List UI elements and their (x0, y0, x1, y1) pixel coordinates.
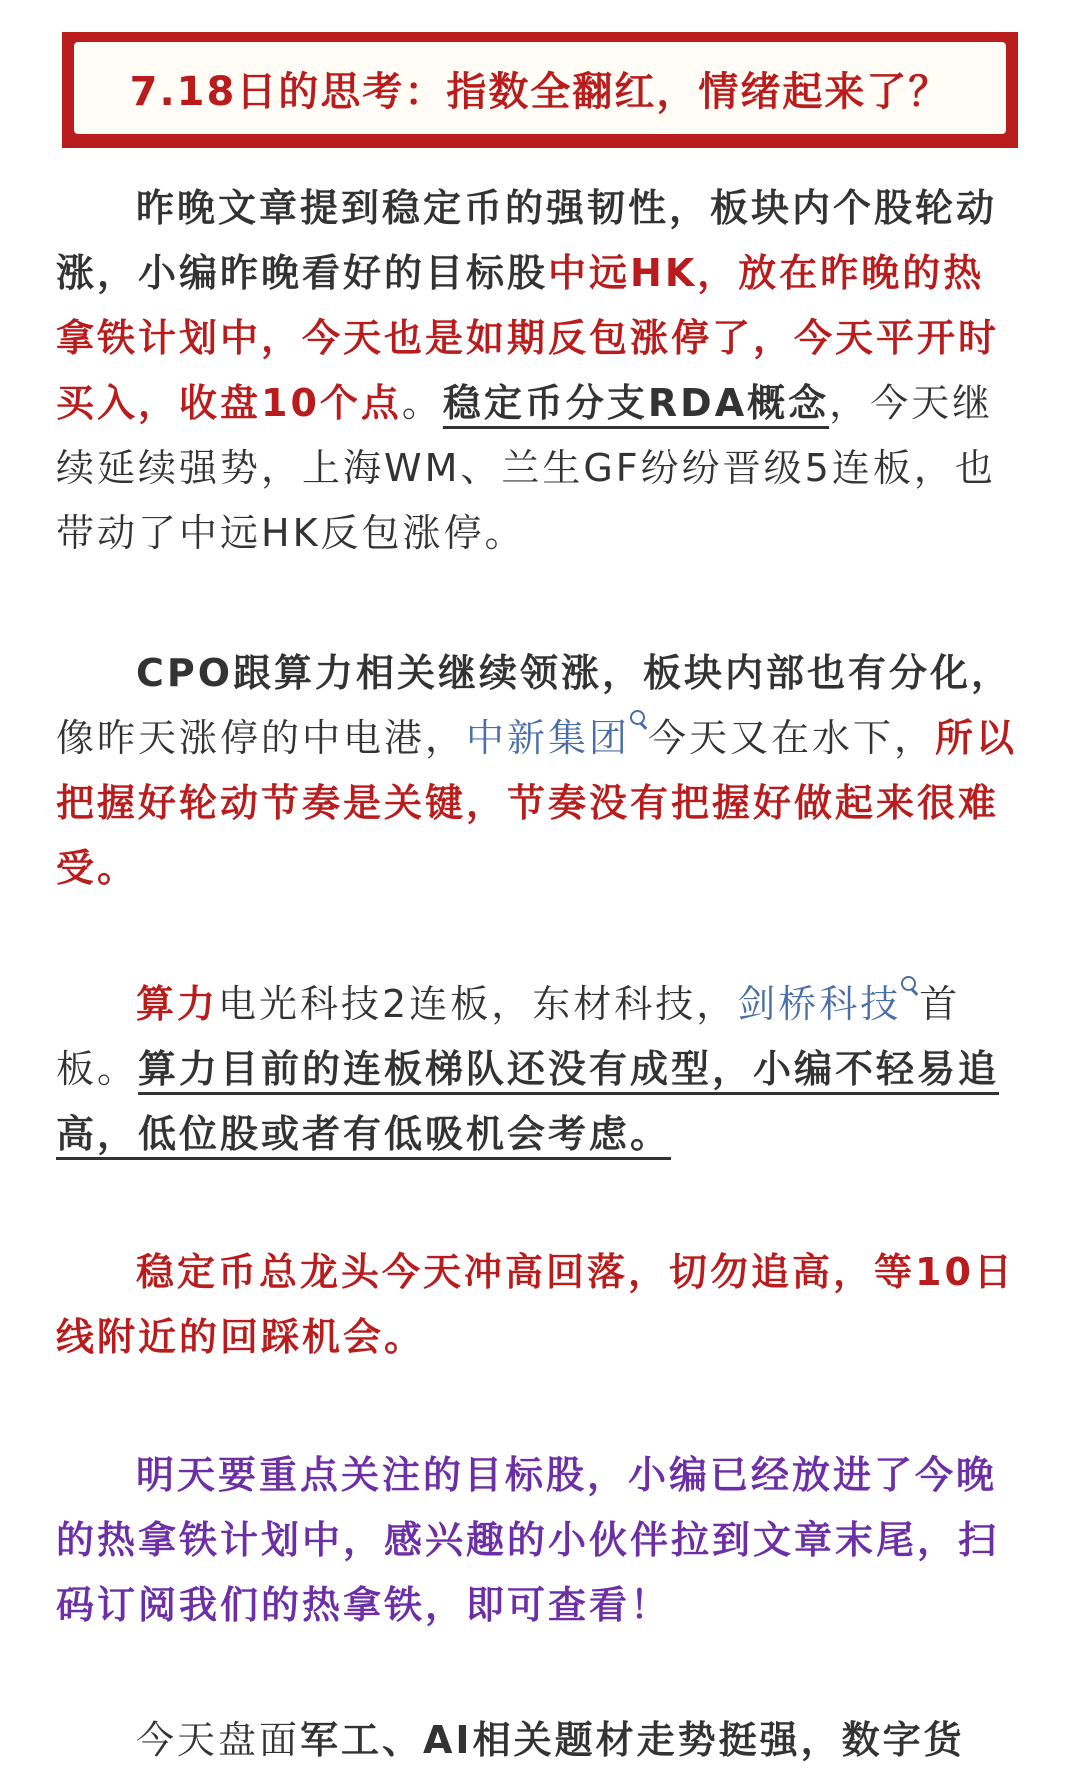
p2-intro: CPO跟算力相关继续领涨，板块内部也有分化， (136, 651, 1013, 695)
paragraph-leader (56, 1240, 1024, 1370)
p2-text-2: 今天又在水下， (648, 716, 936, 760)
article-section-title: 7.18日的思考：指数全翻红，情绪起来了？ (129, 68, 951, 115)
paragraph-market (56, 1708, 1024, 1773)
paragraph-computing (56, 972, 1024, 1167)
stock-link-jianqiao[interactable]: 剑桥科技 (737, 982, 902, 1026)
paragraph-stablecoin (56, 176, 1024, 566)
p6-bold: 军工、AI相关题材走势挺强，数字货 (300, 1718, 965, 1762)
search-icon[interactable] (901, 976, 919, 1002)
paragraph-subscribe (56, 1443, 1024, 1638)
search-icon[interactable] (630, 710, 648, 736)
p2-text: 像昨天涨停的中电港， (56, 716, 467, 760)
title-banner (62, 32, 1018, 148)
p6-text: 今天盘面 (136, 1718, 301, 1762)
p1-highlight: 中远HK，放在昨晚的热拿铁计划中，今天也是如期反包涨停了，今天平开时买入，收盘10个点 (56, 251, 1000, 425)
p4-highlight: 稳定币总龙头今天冲高回落，切勿追高，等10日线附近的回踩机会。 (56, 1250, 1015, 1359)
p3-lead: 算力 (136, 982, 219, 1026)
p3-underlined: 算力目前的连板梯队还没有成型，小编不轻易追高，低位股或者有低吸机会考虑。 (56, 1047, 1000, 1156)
p2-highlight: 所以把握好轮动节奏是关键，节奏没有把握好做起来很难受。 (56, 716, 1018, 890)
paragraph-cpo (56, 641, 1024, 901)
p1-intro: 昨晚文章提到稳定币的强韧性，板块内个股轮动涨，小编昨晚看好的目标股 (56, 186, 998, 295)
p3-text-2: 首板。 (56, 982, 961, 1091)
stock-link-zhongxin[interactable]: 中新集团 (466, 716, 631, 760)
p1-rest: ，今天继续延续强势，上海WM、兰生GF纷纷晋级5连板，也带动了中远HK反包涨停。 (56, 381, 996, 555)
p1-underlined-topic: 稳定币分支RDA概念 (442, 381, 830, 425)
title-banner-inner (74, 42, 1006, 134)
p3-text: 电光科技2连板，东材科技， (218, 982, 738, 1026)
p1-period: 。 (401, 381, 443, 425)
p5-highlight: 明天要重点关注的目标股，小编已经放进了今晚的热拿铁计划中，感兴趣的小伙伴拉到文章末尾，扫码订阅我们的热拿铁，即可查看！ (56, 1453, 1000, 1627)
